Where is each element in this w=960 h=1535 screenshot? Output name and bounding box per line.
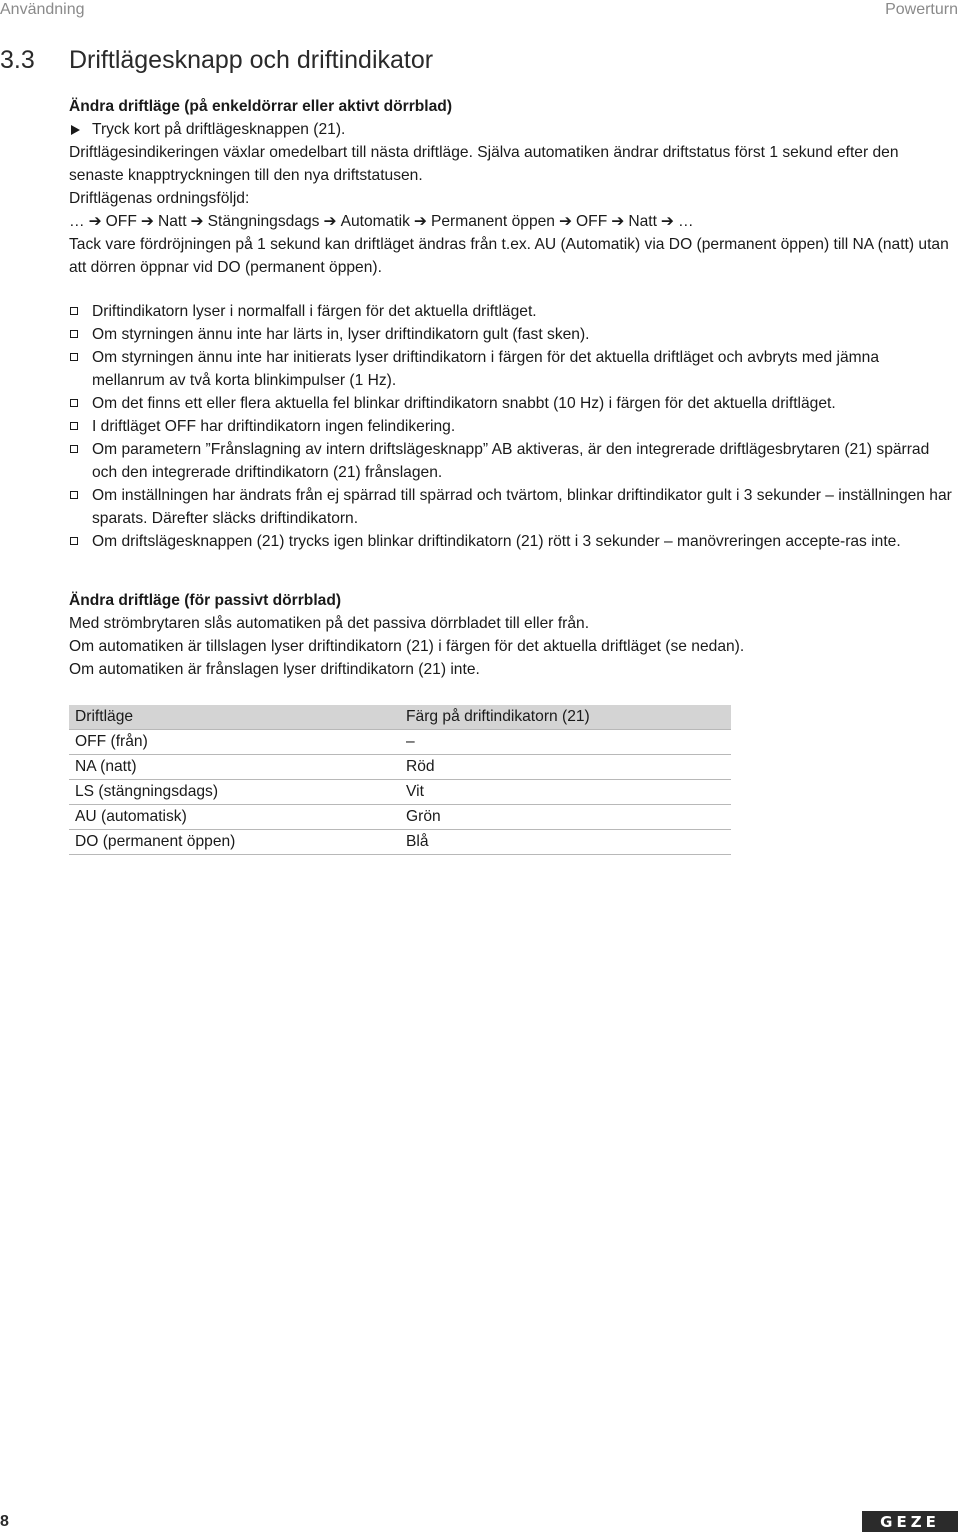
- arrow-right-icon: ➔: [558, 213, 573, 230]
- sequence-item: …: [69, 213, 85, 230]
- table-row: [69, 780, 731, 805]
- sequence-item: …: [678, 213, 694, 230]
- heading-active-leaf: Ändra driftläge (på enkeldörrar eller aktivt dörrblad): [69, 98, 453, 115]
- order-label: Driftlägenas ordningsföljd:: [69, 190, 250, 207]
- header-chapter: Användning: [0, 1, 85, 18]
- paragraph-line: Med strömbrytaren slås automatiken på det passiva dörrbladet till eller från.: [69, 615, 590, 632]
- table-cell: OFF (från): [69, 730, 400, 755]
- table-cell: Grön: [400, 805, 731, 830]
- checkbox-bullet-icon: [70, 307, 78, 315]
- column-header-mode: Driftläge: [69, 705, 400, 730]
- arrow-right-icon: ➔: [323, 213, 337, 230]
- table-cell: Röd: [400, 755, 731, 780]
- sequence-item: Natt: [628, 213, 657, 230]
- list-item-text: Om styrningen ännu inte har initierats lyser driftindikatorn i färgen för det aktuella driftläget och avbryts med jämna mellanrum av två korta blinkimpulser (1 Hz).: [92, 349, 880, 389]
- checkbox-bullet-icon: [70, 422, 78, 430]
- heading-passive-leaf: Ändra driftläge (för passivt dörrblad): [69, 592, 342, 609]
- spacer: [69, 279, 954, 300]
- table-cell: NA (natt): [69, 755, 400, 780]
- list-item: [69, 323, 954, 346]
- arrow-right-icon: ➔: [660, 213, 674, 230]
- paragraph-delay: Tack vare fördröjningen på 1 sekund kan driftläget ändras från t.ex. AU (Automatik) via DO (permanent öppen) till NA (natt) utan att dörren öppnar vid DO (permanent öppen).: [69, 236, 949, 276]
- geze-logo: [862, 1511, 958, 1532]
- table-cell: Vit: [400, 780, 731, 805]
- checkbox-bullet-icon: [70, 330, 78, 338]
- arrow-right-icon: ➔: [413, 213, 427, 230]
- paragraph-line: Om automatiken är frånslagen lyser driftindikatorn (21) inte.: [69, 661, 480, 678]
- page-number: 8: [0, 1513, 9, 1530]
- arrow-right-icon: ➔: [611, 213, 625, 230]
- checkbox-bullet-icon: [70, 399, 78, 407]
- section-number: 3.3: [0, 46, 35, 74]
- list-item-text: Driftindikatorn lyser i normalfall i färgen för det aktuella driftläget.: [92, 303, 537, 320]
- list-item: [69, 300, 954, 323]
- section-title-text: Driftlägesknapp och driftindikator: [69, 46, 434, 74]
- sequence-item: Automatik: [340, 213, 410, 230]
- list-item-text: Om parametern ”Frånslagning av intern driftslägesknapp” AB aktiveras, är den integrerade driftlägesbrytaren (21) spärrad och den integrerade driftindikatorn (21) frånslagen.: [92, 441, 930, 481]
- arrow-right-icon: ➔: [88, 213, 102, 230]
- checkbox-bullet-icon: [70, 353, 78, 361]
- indicator-notes-list: [69, 300, 954, 553]
- checkbox-bullet-icon: [70, 445, 78, 453]
- table-cell: –: [400, 730, 731, 755]
- sequence-item: Natt: [157, 213, 187, 230]
- section-title: [0, 46, 433, 75]
- list-item: [69, 392, 954, 415]
- checkbox-bullet-icon: [70, 491, 78, 499]
- column-header-color: Färg på driftindikatorn (21): [400, 705, 731, 730]
- list-item: [69, 530, 954, 553]
- step-triangle-icon: [71, 125, 80, 135]
- table-row: [69, 805, 731, 830]
- list-item-text: I driftläget OFF har driftindikatorn ingen felindikering.: [92, 418, 456, 435]
- paragraph-mode-switch: Driftlägesindikeringen växlar omedelbart till nästa driftläge. Själva automatiken ändrar driftstatus först 1 sekund efter den senaste knapptryckningen till den nya driftstatusen.: [69, 144, 899, 184]
- list-item-text: Om styrningen ännu inte har lärts in, lyser driftindikatorn gult (fast sken).: [92, 326, 590, 343]
- table-header-row: [69, 705, 731, 730]
- table-cell: DO (permanent öppen): [69, 830, 400, 855]
- arrow-right-icon: ➔: [190, 213, 204, 230]
- main-content: [69, 95, 954, 681]
- arrow-right-icon: ➔: [140, 213, 154, 230]
- header-product: Powerturn: [885, 1, 958, 18]
- table-row: [69, 730, 731, 755]
- table-row: [69, 755, 731, 780]
- mode-sequence: [69, 210, 954, 233]
- sequence-item: Permanent öppen: [430, 213, 555, 230]
- list-item: [69, 438, 954, 484]
- table-cell: Blå: [400, 830, 731, 855]
- list-item-text: Om driftslägesknappen (21) trycks igen blinkar driftindikatorn (21) rött i 3 sekunder – manövreringen accepte-ras inte.: [92, 533, 901, 550]
- list-item: [69, 346, 954, 392]
- sequence-item: OFF: [105, 213, 137, 230]
- spacer: [69, 553, 954, 589]
- list-item: [69, 415, 954, 438]
- table-row: [69, 830, 731, 855]
- list-item-text: Om inställningen har ändrats från ej spärrad till spärrad och tvärtom, blinkar driftindikator gult i 3 sekunder – inställningen har sparats. Därefter släcks driftindikatorn.: [92, 487, 952, 527]
- table-cell: AU (automatisk): [69, 805, 400, 830]
- checkbox-bullet-icon: [70, 537, 78, 545]
- logo-text: GEZE: [880, 1512, 940, 1531]
- mode-color-table: [69, 705, 731, 855]
- paragraph-line: Om automatiken är tillslagen lyser driftindikatorn (21) i färgen för det aktuella driftläget (se nedan).: [69, 638, 745, 655]
- sequence-item: Stängningsdags: [207, 213, 320, 230]
- sequence-item: OFF: [576, 213, 608, 230]
- table-cell: LS (stängningsdags): [69, 780, 400, 805]
- list-item: [69, 484, 954, 530]
- step-text: Tryck kort på driftlägesknappen (21).: [92, 121, 346, 138]
- list-item-text: Om det finns ett eller flera aktuella fel blinkar driftindikatorn snabbt (10 Hz) i färgen för det aktuella driftläget.: [92, 395, 836, 412]
- instruction-step: [69, 118, 954, 141]
